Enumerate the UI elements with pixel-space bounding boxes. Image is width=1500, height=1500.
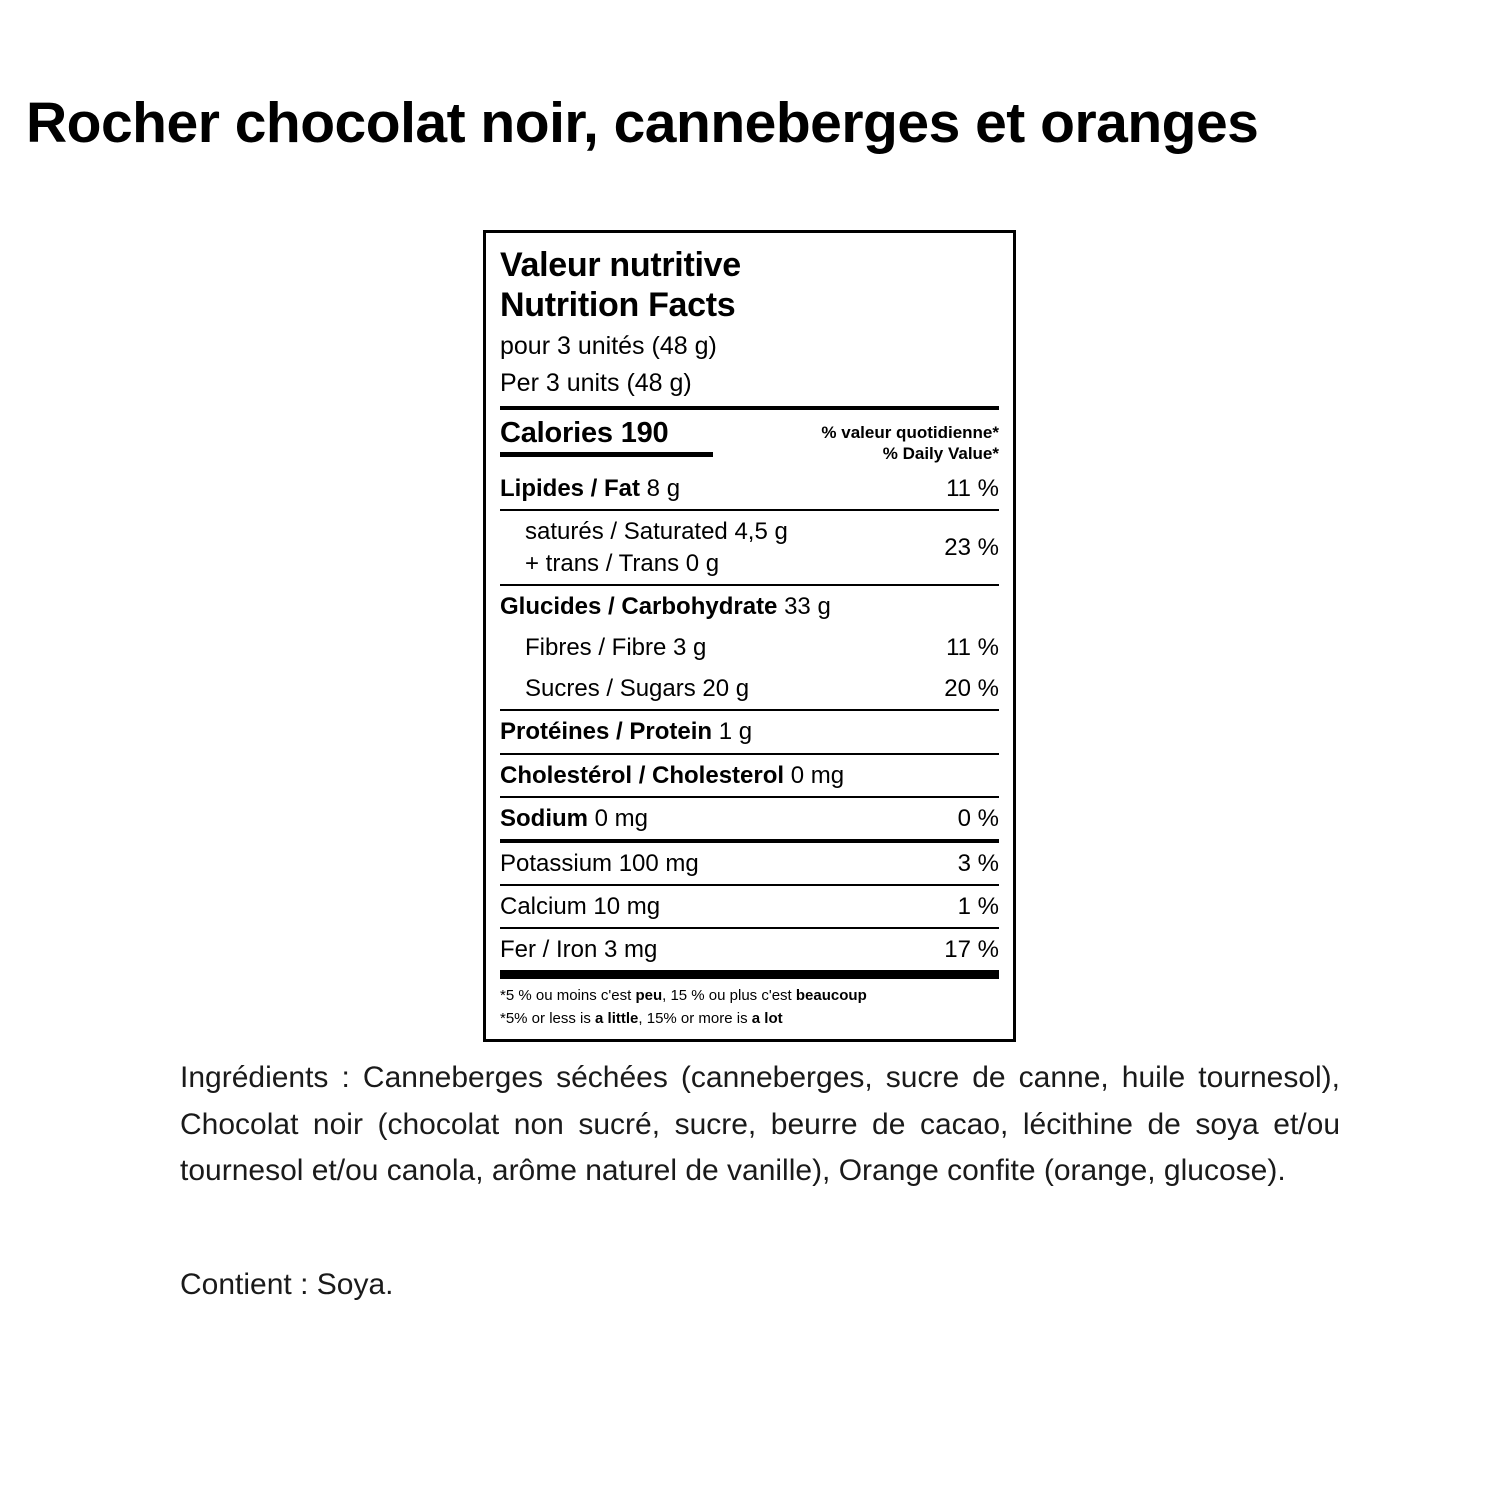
footnote-fr-emphasis-2: beaucoup: [795, 987, 867, 1005]
page-title: Rocher chocolat noir, canneberges et oranges: [26, 91, 1259, 155]
nutrition-facts-title-fr: Valeur nutritive: [500, 246, 741, 284]
nutrient-dv: 20 %: [944, 675, 999, 703]
nutrient-dv: 17 %: [944, 936, 999, 964]
table-row: [500, 711, 999, 754]
nutrient-amount: 0 mg: [784, 761, 845, 789]
table-row: [500, 929, 999, 979]
footnote-en-part-2: , 15% or more is: [638, 1009, 752, 1027]
table-row: [500, 886, 999, 929]
nutrient-label: Glucides / Carbohydrate: [500, 592, 778, 620]
nutrient-amount: + trans / Trans 0 g: [525, 549, 720, 577]
daily-value-header-fr: % valeur quotidienne*: [821, 422, 999, 442]
serving-size-fr: pour 3 unités (48 g): [500, 332, 717, 361]
nutrient-label: Cholestérol / Cholesterol: [500, 761, 785, 789]
table-row: [500, 798, 999, 843]
nutrient-amount: 8 g: [640, 475, 681, 503]
footnote-fr: [500, 979, 999, 1006]
table-row: [500, 468, 999, 511]
nutrient-amount: Fibres / Fibre 3 g: [525, 633, 707, 661]
daily-value-header: [821, 417, 999, 465]
nutrient-label: Protéines / Protein: [500, 718, 713, 746]
footnote-fr-emphasis-1: peu: [635, 987, 663, 1005]
table-row: [500, 627, 999, 668]
nutrient-dv: 11 %: [946, 475, 999, 503]
allergen-contains-text: Contient : Soya.: [180, 1268, 394, 1301]
serving-size-en: Per 3 units (48 g): [500, 368, 999, 409]
footnote-en-part-1: *5% or less is: [500, 1009, 596, 1027]
table-row: [500, 843, 999, 886]
nutrient-amount: Fer / Iron 3 mg: [500, 936, 658, 964]
nutrient-label: Lipides / Fat: [500, 475, 641, 503]
nutrient-amount: 0 mg: [588, 804, 649, 832]
footnote-en-emphasis-1: a little: [595, 1009, 639, 1027]
calories-label: Calories 190: [500, 416, 669, 449]
calories-underline: [500, 452, 713, 457]
daily-value-header-en: % Daily Value*: [882, 443, 999, 463]
nutrient-label: Sodium: [500, 804, 588, 832]
nutrient-dv: 3 %: [957, 849, 999, 877]
nutrient-dv: 1 %: [957, 893, 999, 921]
table-row: [500, 755, 999, 798]
nutrient-amount: Sucres / Sugars 20 g: [525, 675, 750, 703]
nutrient-amount: 1 g: [712, 718, 753, 746]
nutrient-amount: 33 g: [777, 592, 831, 620]
nutrient-amount: saturés / Saturated 4,5 g: [525, 518, 788, 546]
table-row: [500, 511, 999, 585]
footnote-en-emphasis-2: a lot: [751, 1009, 783, 1027]
footnote-fr-part-2: , 15 % ou plus c'est: [662, 987, 796, 1005]
nutrient-amount: Calcium 10 mg: [500, 893, 661, 921]
footnote-en: [500, 1007, 999, 1029]
table-row: [500, 668, 999, 711]
ingredients-text: Ingrédients : Canneberges séchées (canneberges, sucre de canne, huile tournesol), Chocolat noir (chocolat non sucré, sucre, beurre de cacao, lécithine de soya et/ou tournesol et/ou canola, arôme naturel de vanille), Orange confite (orange, glucose).: [180, 1061, 1340, 1187]
nutrient-dv: 23 %: [944, 534, 999, 561]
nutrition-facts-panel: [483, 230, 1016, 1042]
table-row: [500, 586, 999, 627]
nutrition-facts-title-en: Nutrition Facts: [500, 286, 736, 325]
nutrient-dv: 11 %: [946, 633, 999, 661]
footnote-fr-part-1: *5 % ou moins c'est: [500, 987, 636, 1005]
nutrient-amount: Potassium 100 mg: [500, 849, 699, 877]
nutrient-dv: 0 %: [957, 804, 999, 832]
calories-row: [500, 410, 999, 469]
